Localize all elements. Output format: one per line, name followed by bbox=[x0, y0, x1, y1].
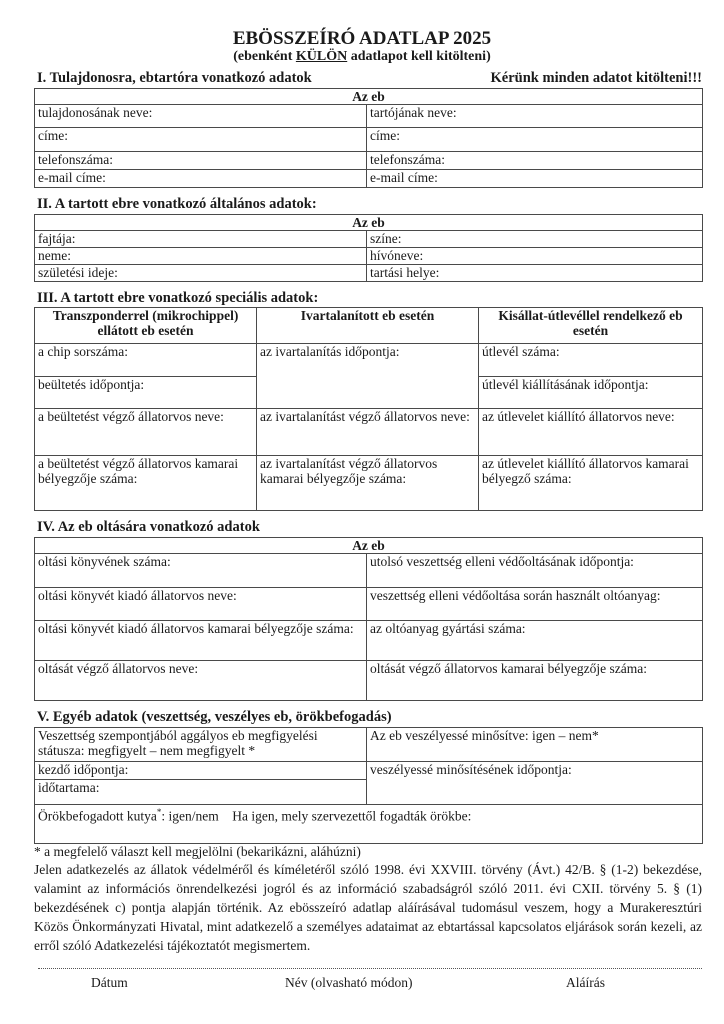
section5-heading: V. Egyéb adatok (veszettség, veszélyes eb, örökbefogadás) bbox=[37, 709, 392, 725]
owner-table bbox=[34, 88, 703, 188]
chip-number-field[interactable]: a chip sorszáma: bbox=[35, 344, 257, 377]
passport-issue-date-field[interactable]: útlevél kiállításának időpontja: bbox=[479, 377, 703, 409]
table-header: Az eb bbox=[35, 538, 703, 554]
vaccination-table bbox=[34, 537, 703, 701]
dangerous-date-field[interactable]: veszélyessé minősítésének időpontja: bbox=[367, 762, 703, 805]
vaccination-book-number-field[interactable]: oltási könyvének száma: bbox=[35, 554, 367, 588]
implant-vet-stamp-field[interactable]: a beültetést végző állatorvos kamarai bélyegzője száma: bbox=[35, 456, 257, 511]
form-subtitle bbox=[0, 49, 724, 65]
book-issuing-vet-stamp-field[interactable]: oltási könyvét kiadó állatorvos kamarai bélyegzője száma: bbox=[35, 621, 367, 661]
neuter-date-field[interactable]: az ivartalanítás időpontja: bbox=[257, 344, 479, 409]
owner-name-field[interactable]: tulajdonosának neve: bbox=[35, 105, 367, 128]
color-field[interactable]: színe: bbox=[367, 231, 703, 248]
other-data-table bbox=[34, 727, 703, 844]
keeper-name-field[interactable]: tartójának neve: bbox=[367, 105, 703, 128]
observation-duration-field[interactable]: időtartama: bbox=[35, 780, 367, 805]
owner-phone-field[interactable]: telefonszáma: bbox=[35, 152, 367, 170]
passport-vet-stamp-field[interactable]: az útlevelet kiállító állatorvos kamarai bélyegző száma: bbox=[479, 456, 703, 511]
subtitle-pre: (ebenként bbox=[233, 49, 296, 64]
vaccinating-vet-name-field[interactable]: oltását végző állatorvos neve: bbox=[35, 661, 367, 701]
observation-start-field[interactable]: kezdő időpontja: bbox=[35, 762, 367, 780]
implant-vet-name-field[interactable]: a beültetést végző állatorvos neve: bbox=[35, 409, 257, 456]
section1-heading: I. Tulajdonosra, ebtartóra vonatkozó adatok bbox=[37, 70, 312, 86]
dangerous-dog-field[interactable]: Az eb veszélyessé minősítve: igen – nem* bbox=[367, 728, 703, 762]
keeper-address-field[interactable]: címe: bbox=[367, 128, 703, 152]
col-header-neutered: Ivartalanított eb esetén bbox=[257, 308, 479, 344]
keeping-place-field[interactable]: tartási helye: bbox=[367, 265, 703, 282]
adopted-label: Örökbefogadott kutya bbox=[38, 808, 157, 824]
neuter-vet-stamp-field[interactable]: az ivartalanítást végző állatorvos kamarai bélyegzője száma: bbox=[257, 456, 479, 511]
footnote: * a megfelelő választ kell megjelölni (bekarikázni, aláhúzni) bbox=[34, 844, 361, 859]
dog-general-table bbox=[34, 214, 703, 282]
printed-name-label: Név (olvasható módon) bbox=[285, 975, 413, 990]
birth-date-field[interactable]: születési ideje: bbox=[35, 265, 367, 282]
last-rabies-vaccine-date-field[interactable]: utolsó veszettség elleni védőoltásának időpontja: bbox=[367, 554, 703, 588]
keeper-email-field[interactable]: e-mail címe: bbox=[367, 170, 703, 188]
keeper-phone-field[interactable]: telefonszáma: bbox=[367, 152, 703, 170]
implant-date-field[interactable]: beültetés időpontja: bbox=[35, 377, 257, 409]
dog-special-table bbox=[34, 307, 703, 511]
col-header-passport: Kisállat-útlevéllel rendelkező eb esetén bbox=[479, 308, 703, 344]
signature-line[interactable] bbox=[38, 968, 702, 969]
table-header: Az eb bbox=[35, 89, 703, 105]
adopted-dog-field[interactable] bbox=[35, 805, 703, 844]
table-header: Az eb bbox=[35, 215, 703, 231]
privacy-statement: Jelen adatkezelés az állatok védelméről és kíméletéről szóló 1998. évi XXVIII. törvény (Ávt.) 42/B. § (1-2) bekezdése, valamint az információs önrendelkezési jogról és az információ szabadságról szóló 2011. évi CXII. törvény 5. § (1) bekezdésének c) pontja alapján történik. Az ebösszeíró adatlap aláírásával tudomásul veszem, hogy a Murakeresztúri Közös Önkormányzati Hivatal, mint adatkezelő a személyes adataimat az ebtartással kapcsolatos eljárások során kezeli, az erről szóló Adatkezelési tájékoztatót megismertem. bbox=[34, 862, 702, 953]
passport-number-field[interactable]: útlevél száma: bbox=[479, 344, 703, 377]
subtitle-post: adatlapot kell kitölteni) bbox=[347, 49, 491, 64]
form-title: EBÖSSZEÍRÓ ADATLAP 2025 bbox=[232, 28, 492, 49]
date-label: Dátum bbox=[91, 975, 128, 990]
subtitle-emphasis: KÜLÖN bbox=[295, 49, 348, 64]
fill-all-note: Kérünk minden adatot kitölteni!!! bbox=[490, 70, 702, 86]
owner-email-field[interactable]: e-mail címe: bbox=[35, 170, 367, 188]
call-name-field[interactable]: hívóneve: bbox=[367, 248, 703, 265]
section3-heading: III. A tartott ebre vonatkozó speciális adatok: bbox=[37, 290, 319, 306]
vaccine-batch-number-field[interactable]: az oltóanyag gyártási száma: bbox=[367, 621, 703, 661]
breed-field[interactable]: fajtája: bbox=[35, 231, 367, 248]
adopted-question: : igen/nem Ha igen, mely szervezettől fogadták örökbe: bbox=[161, 808, 472, 824]
section2-heading: II. A tartott ebre vonatkozó általános adatok: bbox=[37, 196, 317, 212]
section4-heading: IV. Az eb oltására vonatkozó adatok bbox=[37, 519, 260, 535]
rabies-observation-field[interactable]: Veszettség szempontjából aggályos eb megfigyelési státusza: megfigyelt – nem megfigyelt * bbox=[35, 728, 367, 762]
vaccinating-vet-stamp-field[interactable]: oltását végző állatorvos kamarai bélyegzője száma: bbox=[367, 661, 703, 701]
adopted-asterisk: * bbox=[156, 807, 162, 817]
signature-label: Aláírás bbox=[566, 975, 605, 990]
book-issuing-vet-name-field[interactable]: oltási könyvét kiadó állatorvos neve: bbox=[35, 588, 367, 621]
col-header-microchip: Transzponderrel (mikrochippel) ellátott eb esetén bbox=[35, 308, 257, 344]
neuter-vet-name-field[interactable]: az ivartalanítást végző állatorvos neve: bbox=[257, 409, 479, 456]
owner-address-field[interactable]: címe: bbox=[35, 128, 367, 152]
sex-field[interactable]: neme: bbox=[35, 248, 367, 265]
passport-vet-name-field[interactable]: az útlevelet kiállító állatorvos neve: bbox=[479, 409, 703, 456]
rabies-vaccine-used-field[interactable]: veszettség elleni védőoltása során használt oltóanyag: bbox=[367, 588, 703, 621]
